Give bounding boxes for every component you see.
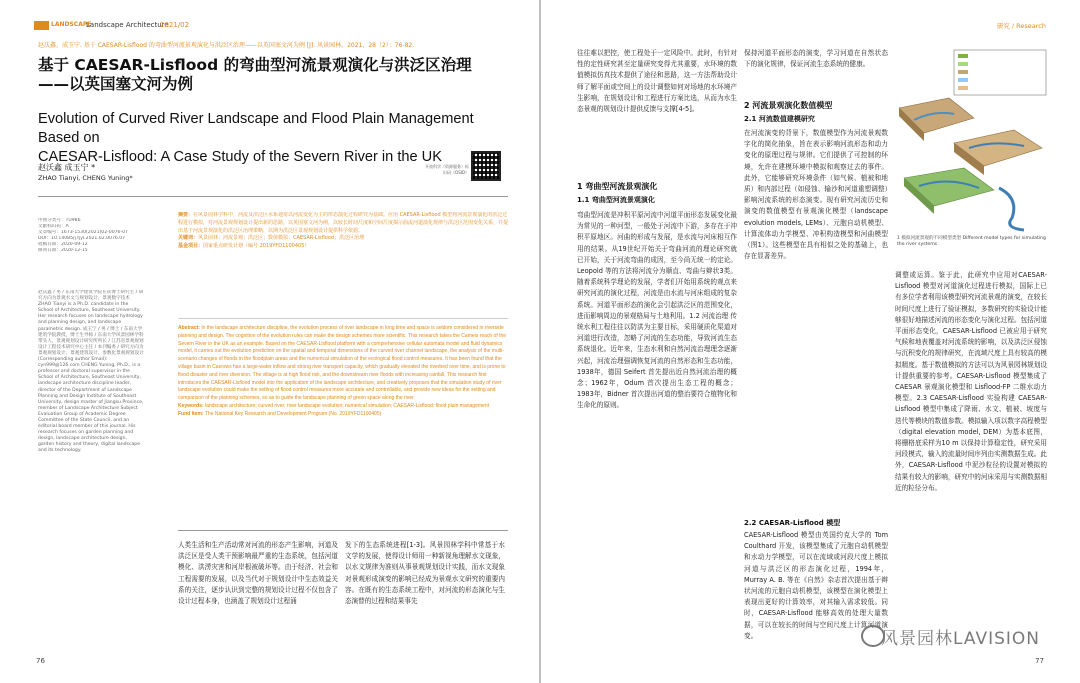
qr-code-icon [471, 151, 501, 181]
body-column-2: 发下的生态系统进程[1-3]。风景园林学科中常基于水文学的发展，使得设计师用一种新视角理解水文现象，以水文规律为准则从事景观规划设计实践，而水文现象对景观形成演变的影响已经成为景观水文研究的重要内容。在既有的生态系统工程中，对河流的形态演化与生态演替的过程和结果事先 [345, 541, 505, 606]
section-header: 研究 / Research [996, 22, 1046, 30]
journal-logo [34, 21, 49, 30]
meta-clc: 中图分类号：TU986 [38, 218, 81, 223]
heading-1-1: 1.1 弯曲型河流景观演化 [577, 196, 655, 204]
title-cn-line-1: 基于 CAESAR-Lisflood 的弯曲型河流景观演化与洪泛区治理 [38, 56, 472, 74]
heading-2-2: 2.2 CAESAR-Lisflood 模型 [744, 519, 841, 527]
authors-cn: 赵沃鑫 成玉宁 * [38, 163, 96, 172]
right-column-2-top: 保持河道平面形态的演变，学习河道在自然状态下的演化规律，保证河流生态系统的健康。 [744, 49, 888, 69]
body-column-1: 人类生活和生产活动常对河流的形态产生影响，河道及洪泛区是受人类干预影响最严重的生态系统，包括河道模化、洪涝灾害和河岸根被破坏等。由于经济、社会和工程需要的发展，以及当代对于规划设计中生态效益关系的关注，逐步认识到完整的规划设计过程不仅包含了设计过程本身，也涵盖了规划设计过程涌 [178, 541, 338, 606]
citation-line: 赵沃鑫，成玉宁. 基于 CAESAR-Lisflood 的弯曲型河流景观演化与洪泛区治理——以英国塞文河为例 [J]. 风景园林，2021，28（2）：76-82. [38, 42, 415, 49]
page-number-left: 76 [36, 657, 45, 665]
abstract-cn [178, 212, 508, 304]
keywords-en-label: Keywords: [178, 402, 204, 409]
heading-2-1: 2.1 河流数值建模研究 [744, 115, 815, 123]
heading-2: 2 河流景观演化数值模型 [744, 101, 833, 110]
abstract-en-label: Abstract: [178, 325, 200, 331]
figure-caption: 1 模拟河流景观的不同模型类型 Different model types for simulating the river systems [897, 236, 1046, 247]
abstract-cn-label: 摘要： [178, 212, 194, 218]
fund-en-text: The National Key Research and Development Program (No. 2019YFD1100405) [204, 410, 382, 417]
abstract-cn-text: 在风景园林学科中，河流及洪泛区水系通常以河流变化为主的形态演化过程研究为基础。应用 CAESAR-Lisflood 模型将河流景观演化的洪泛过程进行模拟，对河流景观规划设计提出新的思路。以英国塞文河为例，以较长时间尺度和空间尺度揭示曲流河道演化规律与洪泛区范围变化关系，并提出基于河流景观演化的洪泛区治理策略，以期为洪泛区景观规划设计提供科学依据。 [178, 212, 508, 234]
abstract-en-text: In the landscape architecture discipline, the evolution process of river landscape in long time and space is seldom considered in riverside planning and design. The cognition of the evolution rules can make the design schemes more scientific. This research takes the Cameis reach of the Severn River in the UK as an example. Based on the CAESAR-Lisflood platform with a comprehensive cellular automata model and fluid dynamics model, it carries out the evolution prediction on the spatial and temporal dimensions of the curved river channel landscape, the analysis of the multi-scenario changes of floods in the floodplain areas and the numerical simulation of the ecological flood control measures. It has been found that the village basin in Caersws has a large-water inflow and strong river transport capacity, which gradually elevated the riverbed over time, and is prone to flood disaster and river diversion. The village is at high flood risk, and the downstream river floods with increasing rainfall. This research first introduces the CAESAR-Lisflood model into the application of the landscape architecture, and creatively proposes that the simulation study of river landscape evolution could make the setting of flood control measures more accurate and controllable, and provide new ideas for the setting and comparison of the planning schemes, so as to guide the landscape planning of green space along the river. [178, 325, 507, 402]
osid-label: 开放科学（资源服务）标识码（OSID） [425, 164, 469, 175]
right-column-3-body: 调整或运算。鉴于此，此研究中应用对CAESAR-Lisflood 模型对河道演化过程进行模拟，国际上已有多位学者利用该模型研究河流景观的演变，在较长时间尺度上进行了验证模拟，多数研究的实验设计能够很好地描述河流的形态变化与演化过程。包括河道平面形态变化，CAESAR-Lisflood 已被应用于研究气候和地表覆盖对河流系统的影响，以及洪泛区侵蚀与沉积变化的规律研究，在流域尺度上具有较高的模拟精度。基于数值模拟的方法可以为风景园林规划设计提供重要的参考。CAESAR-Lisflood 模型集成了CAESAR 景观演化模型和 Lisflood-FP 二维水动力模型。2.3 CAESAR-Lisflood 实验构建 CAESAR-Lisflood 模型中集成了降雨、水文、植被、坡度与迭代等模块的数值参数。模拟输入项以数字高程模型（digital elevation model, DEM）为基本底图，将栅格底采样为10 m 以保持计算稳定性，研究采用河段模式，输入的流量时间序列由实测数据生成。此外，CAESAR-Lisflood 中泥沙粒径的设置对模拟的结果有较大的影响，研究中的河床采用与实测数据相近的粒径分布。 [895, 271, 1047, 492]
abstract-en [178, 325, 508, 503]
title-cn-line-2: ——以英国塞文河为例 [38, 75, 194, 93]
abstract-divider [178, 318, 508, 319]
header-divider [38, 196, 508, 197]
journal-name: Landscape Architecture [86, 21, 169, 29]
meta-doc-code: 文献标识码：A [38, 224, 69, 229]
heading-1: 1 弯曲型河流景观演化 [577, 182, 658, 191]
right-column-1-body: 弯曲型河流是冲积平原河流中河道平面形态发展变化最为常见的一种河型，一般处于河流中下游，多存在于冲积平原地区。河曲的形成与发展，是水流与河床相互作用的结果。从19世纪开始关于弯曲河流的理论研究就已开始，关于河流弯曲的成因，至今尚无统一的定论。Leopold 等的方法将河流分为顺直、弯曲与辫状3类。随着系统科学理论的发展，学者们开始用系统的观点来研究河流的演化过程，河流是由水流与河床组成的复杂系统。河道平面形态的演化会引起洪泛区的范围变化，进而影响周边的景观格局与土地利用。1.2 河流治理 传统水利工程往往以防洪为主要目标，采用硬质化渠道对河道进行改造，忽略了河流的生态功能，导致河流生态系统退化。近年来，生态水利和自然河流治理理念逐渐兴起，河流治理强调恢复河流的自然形态和生态功能，1938年，德国 Seifert 首先提出近自然河流治理的概念；1962年，Odum 首次提出生态工程的概念；1983年，Bidner 首次提出河道的整治要符合植物化和生命化的原则。 [577, 211, 737, 410]
right-page [541, 0, 1080, 683]
keywords-en-text: landscape architecture; curved river; river landscape evolution; numerical simulation; CAESAR-Lisflood; flood plain management [204, 402, 489, 409]
right-column-2-caesar: CAESAR-Lisflood 模型由英国约克大学的 Tom Coulthard 开发，该模型集成了元胞自动机模型和水动力学模型，可以在流域或河段尺度上模拟河道与洪泛区的形态演化过程，1994年，Murray A. B. 等在《自然》杂志首次提出基于辫状河流的元胞自动机模型，该模型在演化模型上表现出更好的计算效率，对其输入需求较低。同时，CAESAR-Lisflood 能够高效的处理大量数据，可以在较长的时间与空间尺度上计算河道演变。 [744, 531, 888, 640]
article-title-en [38, 110, 518, 167]
legend-swatch-1 [958, 54, 968, 58]
fund-cn-label: 基金项目： [178, 243, 204, 250]
issue-number: 2021/02 [160, 21, 190, 29]
right-column-2-body: 在河流演变的背景下，数值模型作为河流景观数字化的简化抽象，旨在表示影响河流形态和动力变化的原理过程与规律。它们提供了可控制的环境，允许在建模环境中模拟和观察过去的事件。此外，它能够研究环境条件（如气候、植被和地质）和内部过程（如侵蚀、输沙和河道重塑调整）影响河流系统的形态演变。现有研究河流历史和演变的数值模型有景观演化模型（landscape evolution models, LEMs）、元胞自动机模型、计算流体动力学模型、冲积构造模型和河曲模型（图1）。这些模型在具有相似之处的基础上，也存在显著差异。 [744, 129, 888, 261]
logo-word: LANDSCAPE [51, 21, 92, 28]
title-en-line-1: Evolution of Curved River Landscape and Flood Plain Management Based on [38, 111, 474, 146]
meta-article-no: 文章编号：1673-1530(2021)02-0076-07 [38, 230, 128, 235]
title-en-line-2: CAESAR-Lisflood: A Case Study of the Severn River in the UK [38, 149, 442, 165]
article-title-cn [38, 56, 508, 94]
left-page [0, 0, 539, 683]
page-number-right: 77 [1035, 657, 1044, 665]
meta-received: 收稿日期：2020-09-12 [38, 242, 88, 247]
author-bios: 赵沃鑫 / 男 / 东南大学建筑学院在读博士研究生 / 研究方向为景观水文与规划设计、景观数字技术 ZHAO Tianyi is a Ph.D. candidate in the School of Architecture, Southeast University. Her research focuses on landscape hydrology and planning design, and landscape parametric design. 成玉宁 / 男 / 博士 / 东南大学建筑学院教授，博士生导师 / 东南大学风景园林学科带头人，景观规划设计研究所所长 / 江苏省景观规划设计工程技术研究中心主任 / 本刊编委 / 研究方向为景观规划设计、景观建筑设计、参数化景观规划设计 (Corresponding author Email): cyn999@126.com CHENG Yuning, Ph.D., is a professor and doctoral supervisor in the School of Architecture, Southeast University, landscape architecture discipline leader, director of the Department of Landscape Planning and Design Institute of Southeast University, design master of Jiangsu Province, member of Landscape Architecture Subject Evaluation Group of Academic Degree Committee of the State Council, and an editorial board member of this journal. His research focuses on garden planning and design, landscape architecture design, garden history and theory, digital landscape and its technology. [38, 290, 144, 454]
article-metadata [38, 218, 144, 254]
right-column-1-top: 往往难以把控，使工程处于一定风险中。此时，有针对性的定性研究甚至定量研究变得尤其重要，水环境的数值模拟仿真技术提供了途径和思路，这一方法帮助设计师了解平面或空间上的设计调整如何对场地的水环境产生影响，在规划设计和工程进行方案比选，从而为水生态景观的规划设计提供反馈与支撑[4-5]。 [577, 49, 737, 114]
authors-en: ZHAO Tianyi, CHENG Yuning* [38, 174, 133, 182]
meta-doi: DOI：10.14085/j.fjyl.2021.02.0076.07 [38, 236, 126, 241]
watermark: 风景园林LAVISION [881, 629, 1040, 649]
body-divider [178, 530, 508, 531]
keywords-cn-text: 风景园林；河流景观；洪泛区；数值模拟；CAESAR-Lisflood；洪泛区治理 [198, 235, 365, 242]
legend-swatch-3 [958, 70, 968, 74]
legend-swatch-4 [958, 78, 968, 82]
fund-cn-text: 国家重点研发计划（编号 2019YFD1100405） [203, 243, 310, 250]
model-types-figure [894, 48, 1049, 233]
fund-en-label: Fund Item: [178, 410, 204, 417]
keywords-cn-label: 关键词： [178, 235, 199, 242]
legend-swatch-2 [958, 62, 968, 66]
legend-swatch-5 [958, 86, 968, 90]
meta-revised: 修回日期：2020-12-15 [38, 248, 88, 253]
